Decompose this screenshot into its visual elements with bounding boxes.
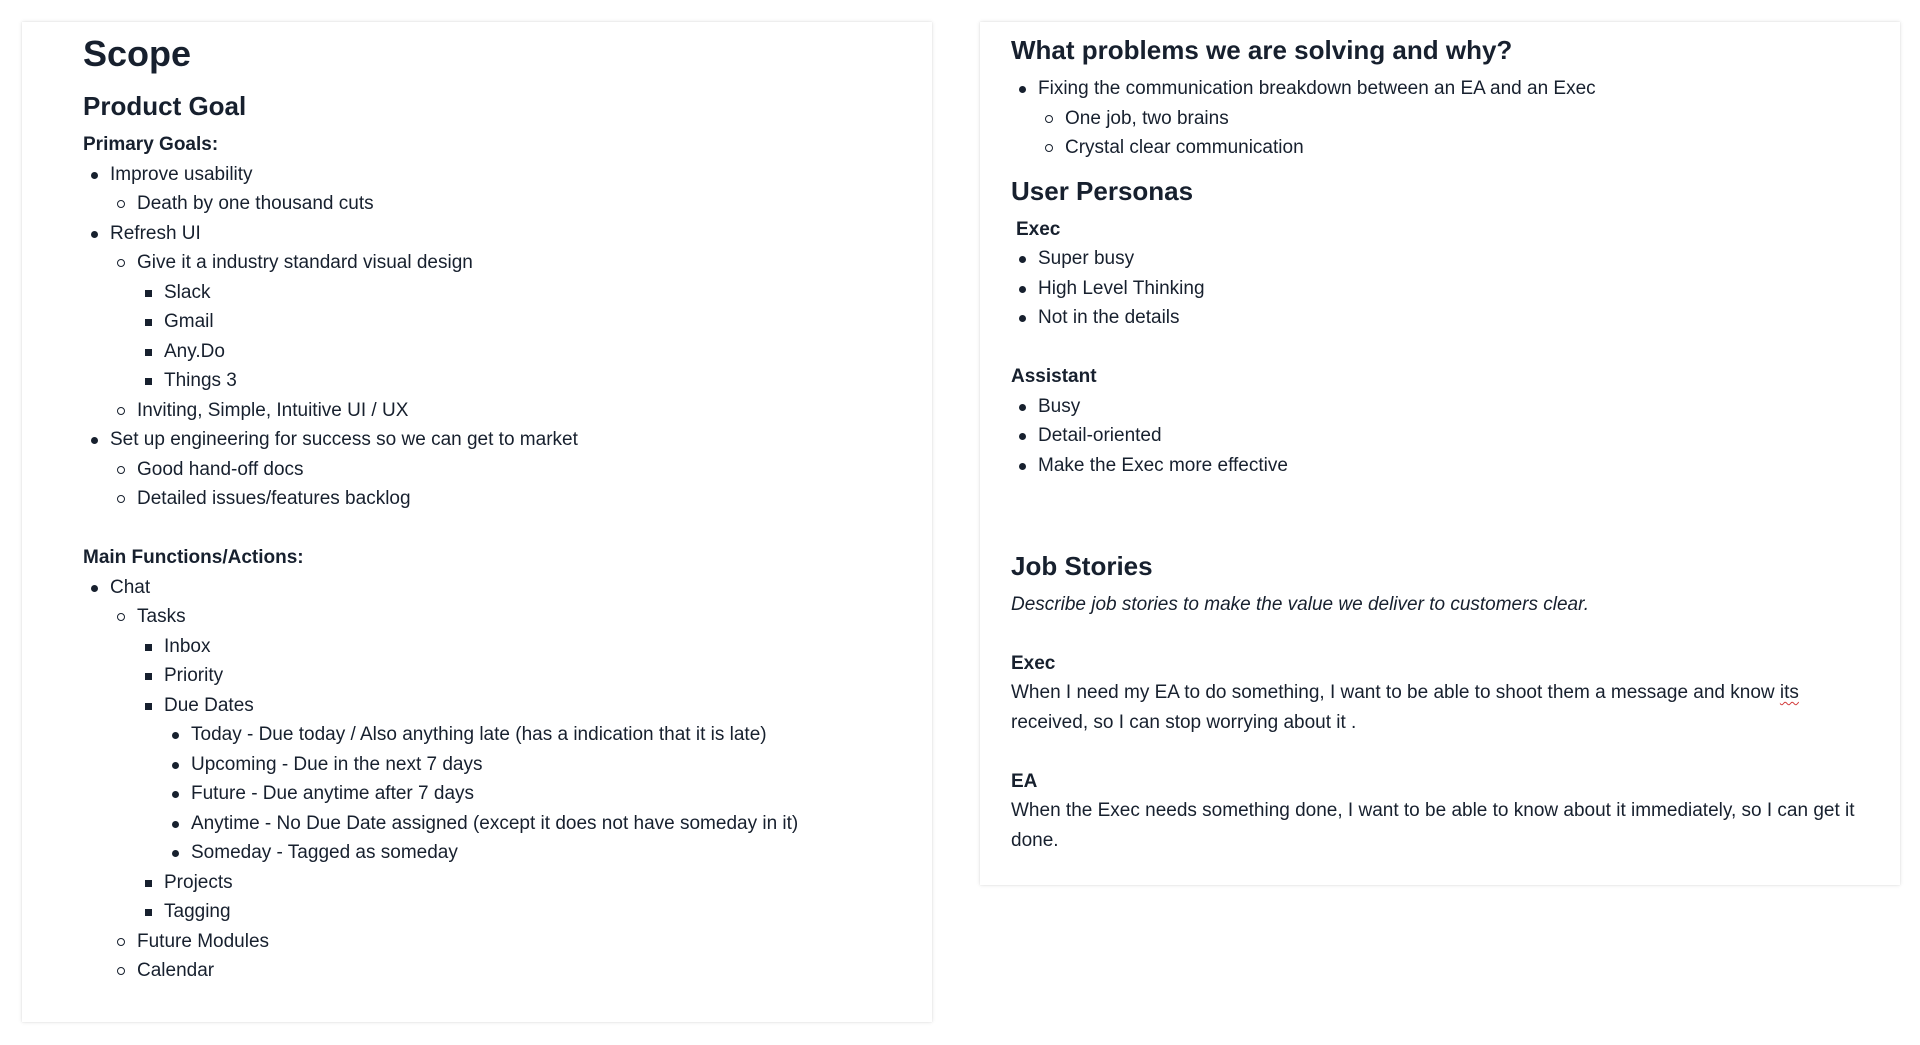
bullet-marker	[1019, 404, 1026, 411]
list-item	[83, 956, 932, 986]
spacer	[1011, 333, 1870, 363]
page-title: Scope	[83, 33, 192, 74]
list-item	[83, 897, 932, 927]
story-exec-text-start: When I need my EA to do something, I want to be able to shoot them a message and know	[1011, 682, 1780, 703]
list-item	[83, 868, 932, 898]
primary-goals-list	[83, 160, 932, 514]
bullet-marker	[91, 437, 98, 444]
list-item	[1011, 392, 1870, 422]
list-item-text: Chat	[110, 576, 151, 598]
main-functions-list	[83, 573, 932, 986]
bullet-marker	[1045, 144, 1053, 152]
bullet-marker	[1019, 433, 1026, 440]
user-personas-heading: User Personas	[1011, 175, 1194, 206]
list-item-text: Anytime - No Due Date assigned (except it does not have someday in it)	[191, 812, 799, 834]
list-item-text: Tagging	[164, 901, 231, 922]
list-item-text: Busy	[1038, 395, 1081, 417]
bullet-marker	[1045, 115, 1053, 123]
bullet-marker	[117, 613, 125, 621]
job-stories-description: Describe job stories to make the value we deliver to customers clear.	[1011, 593, 1589, 615]
spacer	[1011, 480, 1870, 518]
bullet-marker	[117, 200, 125, 208]
bullet-marker	[145, 319, 152, 326]
list-item	[1011, 133, 1870, 163]
list-item-text: Not in the details	[1038, 307, 1180, 328]
bullet-marker	[145, 349, 152, 356]
bullet-marker	[172, 762, 179, 769]
list-item	[83, 661, 932, 691]
list-item-text: Crystal clear communication	[1065, 137, 1304, 158]
bullet-marker	[145, 673, 152, 680]
main-functions-label: Main Functions/Actions:	[83, 547, 304, 568]
list-item	[83, 455, 932, 485]
list-item	[83, 602, 932, 632]
list-item-text: Inviting, Simple, Intuitive UI / UX	[137, 399, 409, 421]
spelling-error-word[interactable]: its	[1779, 682, 1799, 703]
bullet-marker	[145, 644, 152, 651]
bullet-marker	[1019, 256, 1026, 263]
list-item-text: Future - Due anytime after 7 days	[191, 783, 475, 804]
list-item	[1011, 303, 1870, 333]
list-item-text: Death by one thousand cuts	[137, 193, 374, 214]
list-item	[83, 307, 932, 337]
bullet-marker	[117, 259, 125, 267]
story-exec-text-end: received, so I can stop worrying about it .	[1011, 711, 1357, 733]
list-item	[1011, 244, 1870, 274]
problems-document-page	[980, 22, 1900, 885]
list-item	[83, 278, 932, 308]
list-item	[1011, 274, 1870, 304]
list-item-text: Future Modules	[137, 930, 270, 952]
list-item-text: Detailed issues/features backlog	[137, 488, 411, 509]
list-item-text: High Level Thinking	[1038, 277, 1205, 299]
list-item	[83, 484, 932, 514]
list-item	[83, 573, 932, 603]
list-item-text: Super busy	[1038, 248, 1135, 269]
list-item-text: Due Dates	[164, 694, 254, 716]
list-item	[1011, 421, 1870, 451]
problems-heading: What problems we are solving and why?	[1011, 35, 1513, 65]
bullet-marker	[172, 850, 179, 857]
list-item-text: Projects	[164, 871, 233, 893]
list-item-text: Any.Do	[164, 340, 225, 362]
bullet-marker	[145, 290, 152, 297]
bullet-marker	[172, 791, 179, 798]
list-item-text: Slack	[164, 281, 211, 303]
bullet-marker	[91, 172, 98, 179]
list-item	[83, 366, 932, 396]
bullet-marker	[117, 938, 125, 946]
story-exec-label: Exec	[1011, 652, 1056, 674]
bullet-marker	[172, 821, 179, 828]
list-item	[83, 632, 932, 662]
bullet-marker	[1019, 463, 1026, 470]
exec-persona-label: Exec	[1016, 218, 1061, 240]
list-item	[83, 750, 932, 780]
list-item	[83, 189, 932, 219]
list-item-text: Tasks	[137, 606, 186, 627]
list-item-text: Someday - Tagged as someday	[191, 842, 458, 863]
problems-list	[1011, 74, 1870, 163]
list-item-text: Things 3	[164, 370, 237, 391]
list-item	[83, 337, 932, 367]
spacer	[1011, 518, 1870, 548]
bullet-marker	[117, 466, 125, 474]
list-item-text: Inbox	[164, 635, 211, 657]
list-item	[1011, 74, 1870, 104]
product-goal-heading: Product Goal	[83, 91, 247, 121]
bullet-marker	[117, 495, 125, 503]
list-item-text: Today - Due today / Also anything late (has a indication that it is late)	[191, 724, 767, 745]
bullet-marker	[91, 231, 98, 238]
list-item-text: Fixing the communication breakdown between an EA and an Exec	[1038, 78, 1596, 99]
list-item-text: One job, two brains	[1065, 107, 1229, 129]
scope-document-page	[22, 22, 932, 1022]
list-item	[83, 425, 932, 455]
list-item-text: Good hand-off docs	[137, 458, 304, 480]
list-item	[83, 396, 932, 426]
list-item-text: Improve usability	[110, 163, 253, 185]
bullet-marker	[1019, 315, 1026, 322]
list-item	[1011, 451, 1870, 481]
bullet-marker	[145, 909, 152, 916]
list-item	[83, 691, 932, 721]
spacer	[1011, 737, 1870, 767]
job-stories-heading: Job Stories	[1011, 550, 1153, 581]
list-item	[83, 720, 932, 750]
bullet-marker	[1019, 86, 1026, 93]
bullet-marker	[1019, 286, 1026, 293]
bullet-marker	[145, 378, 152, 385]
list-item-text: Upcoming - Due in the next 7 days	[191, 753, 483, 775]
exec-traits-list	[1011, 244, 1870, 333]
story-ea-label: EA	[1011, 770, 1038, 792]
list-item	[1011, 104, 1870, 134]
list-item-text: Calendar	[137, 960, 215, 981]
list-item-text: Priority	[164, 665, 224, 686]
primary-goals-label: Primary Goals:	[83, 134, 219, 155]
list-item-text: Refresh UI	[110, 222, 201, 244]
bullet-marker	[91, 585, 98, 592]
bullet-marker	[117, 967, 125, 975]
assistant-traits-list	[1011, 392, 1870, 481]
bullet-marker	[145, 703, 152, 710]
list-item-text: Set up engineering for success so we can get to market	[110, 429, 578, 450]
assistant-persona-label: Assistant	[1011, 366, 1097, 387]
bullet-marker	[172, 732, 179, 739]
story-exec-text	[1011, 678, 1870, 737]
list-item	[83, 927, 932, 957]
list-item	[83, 160, 932, 190]
list-item	[83, 248, 932, 278]
story-ea-text: When the Exec needs something done, I want to be able to know about it immediately, so I can get it done.	[1011, 800, 1855, 851]
list-item	[83, 219, 932, 249]
list-item	[83, 779, 932, 809]
spacer	[1011, 619, 1870, 649]
bullet-marker	[117, 407, 125, 415]
spacer	[83, 514, 932, 544]
list-item-text: Make the Exec more effective	[1038, 454, 1288, 476]
list-item-text: Give it a industry standard visual design	[137, 252, 473, 273]
list-item	[83, 809, 932, 839]
list-item-text: Gmail	[164, 311, 214, 332]
bullet-marker	[145, 880, 152, 887]
list-item-text: Detail-oriented	[1038, 425, 1162, 446]
list-item	[83, 838, 932, 868]
